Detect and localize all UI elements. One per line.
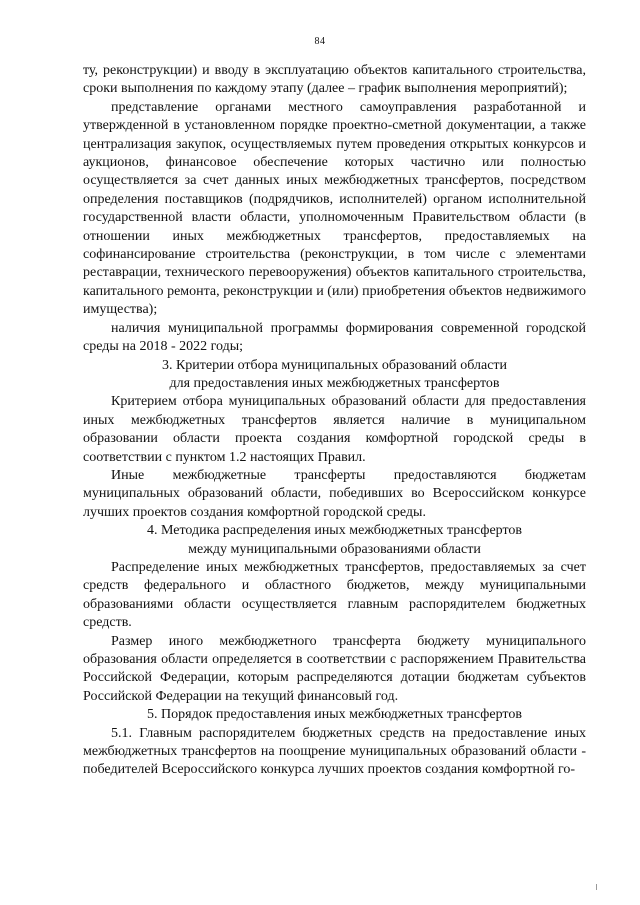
paragraph-municipal-program: наличия муниципальной программы формирования современной городской среды на 2018 - 2022 годы; xyxy=(83,320,586,355)
section-5-paragraph: 5.1. Главным распорядителем бюджетных средств на предоставление иных межбюджетных трансфертов на поощрение муниципальных образований области - победителей Всероссийского конкурса лучших проектов создания комфортной го- xyxy=(83,725,586,778)
section-4-paragraph: Размер иного межбюджетного трансферта бюджету муниципального образования области определяется в соответствии с распоряжением Правительства Российской Федерации, которым распределяются дотации бюджетам субъектов Российской Федерации на текущий финансовый год. xyxy=(83,633,586,704)
section-4-paragraph: Распределение иных межбюджетных трансфертов, предоставляемых за счет средств федерального и областного бюджетов, между муниципальными образованиями области осуществляется главным распорядителем бюджетных средств. xyxy=(83,559,586,631)
section-3-heading xyxy=(83,357,586,394)
page-number: 84 xyxy=(314,36,326,47)
section-3-paragraph: Иные межбюджетные трансферты предоставляются бюджетам муниципальных образований области, победивших во Всероссийском конкурсе лучших проектов создания комфортной городской среды. xyxy=(83,467,586,520)
section-5-heading: 5. Порядок предоставления иных межбюджетных трансфертов xyxy=(147,707,522,723)
section-3-heading-line1: 3. Критерии отбора муниципальных образований области xyxy=(161,357,508,373)
section-4-heading-line1: 4. Методика распределения иных межбюджетных трансфертов xyxy=(146,523,523,539)
section-4-heading xyxy=(83,522,586,559)
section-3-heading-line2: для предоставления иных межбюджетных трансфертов xyxy=(169,375,500,391)
document-body xyxy=(83,62,586,780)
section-3-paragraph: Критерием отбора муниципальных образований области для предоставления иных межбюджетных трансфертов является наличие в муниципальном образовании области проекта создания комфортной городской среды в соответствии с пунктом 1.2 настоящих Правил. xyxy=(83,394,586,465)
section-4-heading-line2: между муниципальными образованиями области xyxy=(188,541,481,557)
paragraph-continuation: ту, реконструкции) и вводу в эксплуатацию объектов капитального строительства, сроки выполнения по каждому этапу (далее – график выполнения мероприятий); xyxy=(83,63,586,97)
scan-edge-mark xyxy=(596,884,597,890)
paragraph-design-docs: представление органами местного самоуправления разработанной и утвержденной в установленном порядке проектно-сметной документации, а также централизация закупок, осуществляемых путем проведения открытых конкурсов и аукционов, финансовое обеспечение которых частично или полностью осуществляется за счет данных иных межбюджетных трансфертов, посредством определения поставщиков (подрядчиков, исполнителей) органом исполнительной государственной власти области, уполномоченным Правительством области (в отношении иных межбюджетных трансфертов, предоставляемых на софинансирование строительства (реконструкции, в том числе с элементами реставрации, технического перевооружения) объектов капитального строительства, капитального ремонта, реконструкции и (или) приобретения объектов недвижимого имущества); xyxy=(83,99,586,318)
